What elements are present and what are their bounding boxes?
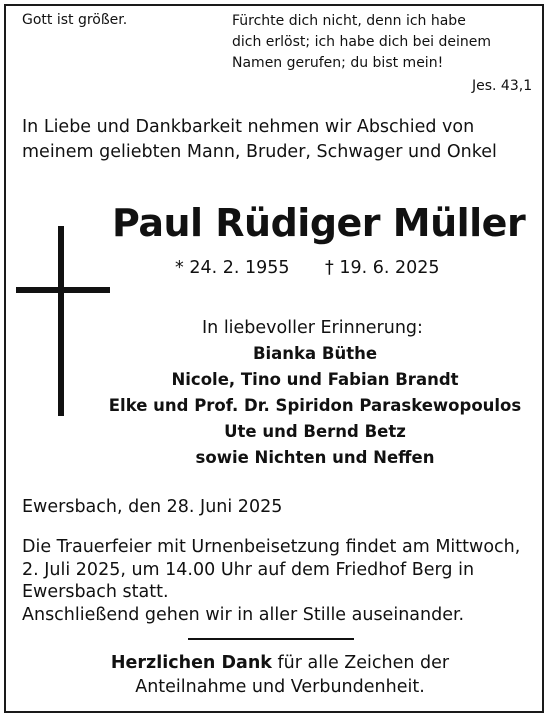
divider-line — [188, 638, 354, 640]
birth-date: * 24. 2. 1955 — [175, 258, 290, 278]
mourner-name: Ute und Bernd Betz — [224, 422, 406, 441]
place-date: Ewersbach, den 28. Juni 2025 — [22, 497, 283, 517]
verse-line: Fürchte dich nicht, denn ich habe — [232, 13, 466, 29]
ceremony-details — [22, 536, 520, 626]
motto-left: Gott ist größer. — [22, 12, 128, 28]
verse-line: Namen gerufen; du bist mein! — [232, 55, 444, 71]
thanks-bold: Herzlichen Dank — [110, 653, 272, 673]
mourners-list — [108, 341, 522, 471]
ceremony-line: Anschließend gehen wir in aller Stille auseinander. — [22, 604, 465, 625]
verse-line: dich erlöst; ich habe dich bei deinem — [232, 34, 492, 50]
mourner-name: sowie Nichten und Neffen — [195, 448, 435, 467]
ceremony-line: Die Trauerfeier mit Urnenbeisetzung findet am Mittwoch, — [22, 537, 521, 557]
intro-line: meinem geliebten Mann, Bruder, Schwager und Onkel — [22, 142, 497, 162]
intro-text — [22, 115, 497, 165]
mourner-name: Nicole, Tino und Fabian Brandt — [171, 370, 459, 389]
remembrance-heading: In liebevoller Erinnerung: — [202, 318, 423, 338]
deceased-name: Paul Rüdiger Müller — [112, 201, 526, 245]
bible-verse — [232, 11, 491, 74]
intro-line: In Liebe und Dankbarkeit nehmen wir Abschied von — [22, 117, 475, 137]
ceremony-line: Ewersbach statt. — [22, 582, 169, 602]
thanks-line-2: Anteilnahme und Verbundenheit. — [135, 677, 425, 697]
mourner-name: Elke und Prof. Dr. Spiridon Paraskewopoulos — [108, 396, 522, 415]
cross-bar — [16, 287, 110, 293]
ceremony-line: 2. Juli 2025, um 14.00 Uhr auf dem Friedhof Berg in — [22, 559, 475, 580]
cross-icon — [58, 226, 64, 416]
thanks-rest: für alle Zeichen der — [271, 653, 450, 673]
thanks-line-1 — [40, 652, 520, 675]
verse-reference: Jes. 43,1 — [472, 78, 533, 94]
death-date: † 19. 6. 2025 — [325, 258, 440, 278]
mourner-name: Bianka Büthe — [252, 344, 378, 363]
